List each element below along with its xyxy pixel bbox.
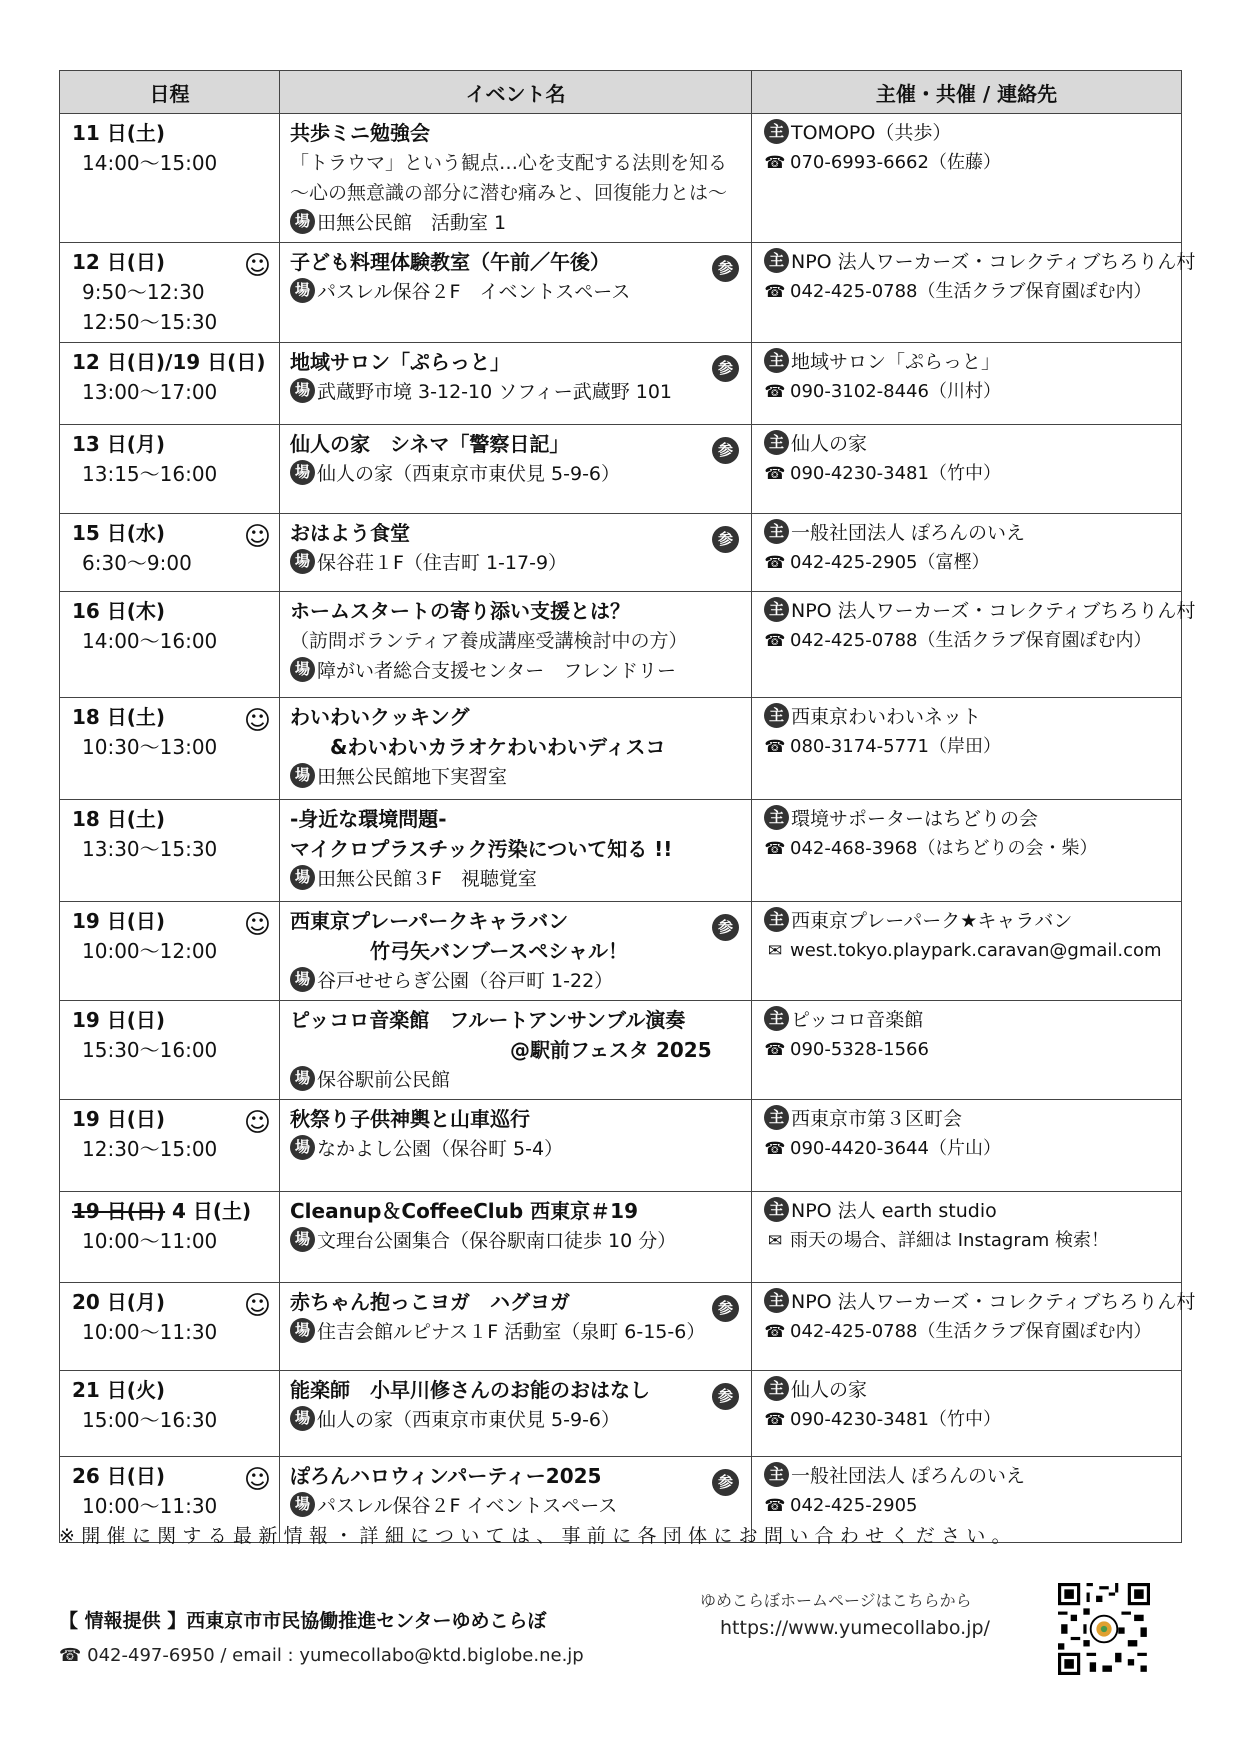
event-date bbox=[72, 804, 271, 834]
host-badge-icon: 主 bbox=[764, 519, 789, 544]
host-badge-icon: 主 bbox=[764, 119, 789, 144]
event-date bbox=[72, 347, 271, 377]
host-name: NPO 法人ワーカーズ・コレクティブちろりん村 bbox=[791, 600, 1196, 622]
event-title: @駅前フェスタ 2025 bbox=[290, 1038, 712, 1062]
event-title: わいわいクッキング bbox=[290, 705, 470, 729]
host-name: 一般社団法人 ぽろんのいえ bbox=[791, 1465, 1026, 1487]
event-title: 仙人の家 シネマ「警察日記」 bbox=[290, 432, 570, 456]
contact-text: 090-4420-3644（片山） bbox=[790, 1138, 1001, 1159]
event-venue bbox=[290, 966, 745, 996]
smiley-icon: ☺ bbox=[243, 1108, 271, 1138]
venue-badge-icon: 場 bbox=[290, 209, 315, 234]
host-badge-icon: 主 bbox=[764, 805, 789, 830]
event-venue bbox=[290, 277, 745, 307]
event-title: &わいわいカラオケわいわいディスコ bbox=[290, 735, 666, 759]
venue-text: 文理台公園集合（保谷駅南口徒歩 10 分） bbox=[317, 1230, 677, 1252]
schedule-cell bbox=[60, 114, 280, 243]
venue-text: 谷戸せせらぎ公園（谷戸町 1-22） bbox=[317, 970, 614, 992]
smiley-icon: ☺ bbox=[243, 1291, 271, 1321]
event-time: 6:30～9:00 bbox=[82, 551, 192, 575]
venue-badge-icon: 場 bbox=[290, 1406, 315, 1431]
venue-badge-icon: 場 bbox=[290, 1492, 315, 1517]
event-date bbox=[72, 247, 271, 281]
host-name: 仙人の家 bbox=[791, 433, 868, 455]
event-time: 10:00～11:30 bbox=[82, 1320, 218, 1344]
venue-text: 保谷荘１F（住吉町 1-17-9） bbox=[317, 552, 568, 574]
venue-text: パスレル保谷２F イベントスペース bbox=[317, 281, 631, 303]
event-cell bbox=[280, 698, 752, 800]
contact-text: 090-4230-3481（竹中） bbox=[790, 1409, 1001, 1430]
participate-badge-icon: 参 bbox=[712, 1469, 739, 1496]
event-time: 14:00～16:00 bbox=[82, 629, 218, 653]
homepage-label: ゆめこらぼホームページはこちらから bbox=[700, 1591, 972, 1610]
host-contact-cell bbox=[752, 114, 1182, 243]
host-contact[interactable] bbox=[764, 936, 1173, 966]
phone-icon: ☎ bbox=[764, 282, 786, 302]
event-time: 10:00～12:00 bbox=[82, 939, 218, 963]
contact-text: 042-425-2905 bbox=[790, 1495, 918, 1516]
table-row bbox=[60, 425, 1182, 514]
host-badge-icon: 主 bbox=[764, 597, 789, 622]
table-row bbox=[60, 1001, 1182, 1100]
host-name: 一般社団法人 ぽろんのいえ bbox=[791, 522, 1026, 544]
table-row bbox=[60, 1100, 1182, 1192]
venue-badge-icon: 場 bbox=[290, 1318, 315, 1343]
event-cell bbox=[280, 902, 752, 1001]
contact-text: 080-3174-5771（岸田） bbox=[790, 736, 1001, 757]
host-contact-cell bbox=[752, 698, 1182, 800]
venue-text: 田無公民館地下実習室 bbox=[317, 766, 508, 788]
contact-text: west.tokyo.playpark.caravan@gmail.com bbox=[790, 940, 1162, 961]
phone-icon: ☎ bbox=[764, 1322, 786, 1342]
event-title: 赤ちゃん抱っこヨガ ハグヨガ bbox=[290, 1290, 570, 1314]
event-time: 15:30～16:00 bbox=[82, 1038, 218, 1062]
schedule-cell bbox=[60, 1192, 280, 1283]
host-contact bbox=[764, 732, 1173, 762]
participate-badge-icon: 参 bbox=[712, 1383, 739, 1410]
venue-badge-icon: 場 bbox=[290, 460, 315, 485]
phone-icon: ☎ bbox=[764, 1496, 786, 1516]
event-time: 10:00～11:30 bbox=[82, 1494, 218, 1518]
host-organization bbox=[764, 702, 1173, 732]
event-date-text: 12 日(日) bbox=[72, 250, 166, 274]
schedule-cell bbox=[60, 800, 280, 902]
contact-text: 042-425-2905（富樫） bbox=[790, 552, 990, 573]
event-time: 14:00～15:00 bbox=[82, 151, 218, 175]
host-badge-icon: 主 bbox=[764, 248, 789, 273]
event-venue bbox=[290, 459, 745, 489]
host-contact-cell bbox=[752, 514, 1182, 592]
event-date bbox=[72, 906, 271, 940]
event-venue bbox=[290, 208, 745, 238]
schedule-cell bbox=[60, 514, 280, 592]
header-host-contact: 主催・共催 / 連絡先 bbox=[752, 71, 1182, 114]
event-description: ～心の無意識の部分に潜む痛みと、回復能力とは～ bbox=[290, 182, 728, 204]
event-title: 子ども料理体験教室（午前／午後） bbox=[290, 250, 610, 274]
host-organization bbox=[764, 1461, 1173, 1491]
smiley-icon: ☺ bbox=[243, 522, 271, 552]
host-contact[interactable] bbox=[764, 1226, 1173, 1256]
event-time: 15:00～16:30 bbox=[82, 1408, 218, 1432]
event-title: 地域サロン「ぷらっと」 bbox=[290, 350, 510, 374]
contact-text: 042-425-0788（生活クラブ保育園ぽむ内） bbox=[790, 281, 1152, 302]
schedule-cell bbox=[60, 343, 280, 425]
contact-text: 090-5328-1566 bbox=[790, 1039, 929, 1060]
phone-icon: ☎ bbox=[764, 1139, 786, 1159]
event-date bbox=[72, 1461, 271, 1495]
table-row bbox=[60, 902, 1182, 1001]
schedule-cell bbox=[60, 243, 280, 343]
event-cell bbox=[280, 592, 752, 698]
event-cell bbox=[280, 343, 752, 425]
header-event-name: イベント名 bbox=[280, 71, 752, 114]
table-row bbox=[60, 1283, 1182, 1371]
cancelled-date: 19 日(日) bbox=[72, 1199, 166, 1223]
host-organization bbox=[764, 118, 1173, 148]
event-time: 13:30～15:30 bbox=[82, 837, 218, 861]
venue-text: 保谷駅前公民館 bbox=[317, 1069, 451, 1091]
participate-badge-icon: 参 bbox=[712, 526, 739, 553]
event-time: 12:30～15:00 bbox=[82, 1137, 218, 1161]
event-venue bbox=[290, 548, 745, 578]
host-organization bbox=[764, 518, 1173, 548]
host-badge-icon: 主 bbox=[764, 348, 789, 373]
venue-badge-icon: 場 bbox=[290, 549, 315, 574]
host-name: NPO 法人ワーカーズ・コレクティブちろりん村 bbox=[791, 251, 1196, 273]
host-badge-icon: 主 bbox=[764, 1462, 789, 1487]
host-contact bbox=[764, 1134, 1173, 1164]
schedule-cell bbox=[60, 1283, 280, 1371]
event-date bbox=[72, 1104, 271, 1138]
event-venue bbox=[290, 1491, 745, 1521]
host-contact-cell bbox=[752, 343, 1182, 425]
event-date-text: 11 日(土) bbox=[72, 121, 166, 145]
schedule-cell bbox=[60, 1371, 280, 1457]
host-name: 西東京市第３区町会 bbox=[791, 1108, 963, 1130]
host-contact bbox=[764, 1491, 1173, 1521]
host-contact bbox=[764, 459, 1173, 489]
event-title: Cleanup＆CoffeeClub 西東京＃19 bbox=[290, 1199, 639, 1223]
host-contact bbox=[764, 377, 1173, 407]
event-cell bbox=[280, 243, 752, 343]
host-name: TOMOPO（共歩） bbox=[791, 122, 952, 144]
provider-contact-text: 042-497-6950 / email : yumecollabo@ktd.biglobe.ne.jp bbox=[87, 1645, 584, 1666]
event-venue bbox=[290, 377, 745, 407]
host-organization bbox=[764, 429, 1173, 459]
event-date bbox=[72, 1287, 271, 1321]
table-row bbox=[60, 514, 1182, 592]
event-date bbox=[72, 518, 271, 552]
event-title: 秋祭り子供神輿と山車巡行 bbox=[290, 1107, 530, 1131]
host-contact-cell bbox=[752, 1371, 1182, 1457]
host-name: NPO 法人 earth studio bbox=[791, 1200, 997, 1222]
host-contact bbox=[764, 1405, 1173, 1435]
phone-icon: ☎ bbox=[764, 464, 786, 484]
event-date-text: 26 日(日) bbox=[72, 1464, 166, 1488]
phone-icon: ☎ bbox=[764, 553, 786, 573]
host-badge-icon: 主 bbox=[764, 430, 789, 455]
host-name: 仙人の家 bbox=[791, 1379, 868, 1401]
host-organization bbox=[764, 1005, 1173, 1035]
table-row bbox=[60, 800, 1182, 902]
phone-icon: ☎ bbox=[764, 631, 786, 651]
host-badge-icon: 主 bbox=[764, 1197, 789, 1222]
venue-badge-icon: 場 bbox=[290, 657, 315, 682]
event-title: マイクロプラスチック汚染について知る !! bbox=[290, 837, 673, 861]
host-badge-icon: 主 bbox=[764, 907, 789, 932]
host-name: ピッコロ音楽館 bbox=[791, 1009, 924, 1031]
event-title: ホームスタートの寄り添い支援とは？ bbox=[290, 599, 630, 623]
participate-badge-icon: 参 bbox=[712, 914, 739, 941]
event-cell bbox=[280, 800, 752, 902]
venue-text: なかよし公園（保谷町 5-4） bbox=[317, 1138, 564, 1160]
event-cell bbox=[280, 114, 752, 243]
host-name: 西東京プレーパーク★キャラバン bbox=[791, 910, 1073, 932]
event-venue bbox=[290, 656, 745, 686]
event-cell bbox=[280, 425, 752, 514]
event-venue bbox=[290, 1226, 745, 1256]
host-name: 環境サポーターはちどりの会 bbox=[791, 808, 1039, 830]
host-organization bbox=[764, 1287, 1196, 1317]
smiley-icon: ☺ bbox=[243, 1465, 271, 1495]
phone-icon: ☎ bbox=[764, 737, 786, 757]
event-venue bbox=[290, 762, 745, 792]
schedule-cell bbox=[60, 1100, 280, 1192]
event-description: （訪問ボランティア養成講座受講検討中の方） bbox=[290, 630, 688, 652]
event-time: 10:00～11:00 bbox=[82, 1229, 218, 1253]
venue-badge-icon: 場 bbox=[290, 763, 315, 788]
host-contact bbox=[764, 626, 1173, 656]
host-badge-icon: 主 bbox=[764, 1376, 789, 1401]
table-row bbox=[60, 1192, 1182, 1283]
event-time: 13:00～17:00 bbox=[82, 380, 218, 404]
table-row bbox=[60, 114, 1182, 243]
event-date-text: 20 日(月) bbox=[72, 1290, 166, 1314]
table-row bbox=[60, 243, 1182, 343]
host-badge-icon: 主 bbox=[764, 1105, 789, 1130]
host-contact bbox=[764, 1035, 1173, 1065]
event-title: -身近な環境問題- bbox=[290, 807, 447, 831]
phone-icon: ☎ bbox=[764, 153, 786, 173]
participate-badge-icon: 参 bbox=[712, 1295, 739, 1322]
event-venue bbox=[290, 1405, 745, 1435]
host-organization bbox=[764, 347, 1173, 377]
event-date bbox=[72, 702, 271, 736]
host-contact-cell bbox=[752, 243, 1196, 343]
venue-badge-icon: 場 bbox=[290, 378, 315, 403]
venue-badge-icon: 場 bbox=[290, 278, 315, 303]
host-badge-icon: 主 bbox=[764, 1288, 789, 1313]
events-table bbox=[59, 70, 1196, 1543]
event-time: 9:50～12:30 bbox=[82, 280, 205, 304]
contact-text: 雨天の場合、詳細は Instagram 検索！ bbox=[790, 1230, 1110, 1251]
host-badge-icon: 主 bbox=[764, 1006, 789, 1031]
venue-text: 田無公民館３F 視聴覚室 bbox=[317, 868, 537, 890]
host-contact bbox=[764, 1317, 1173, 1347]
event-date bbox=[72, 1005, 271, 1035]
event-cell bbox=[280, 1283, 752, 1371]
host-contact-cell bbox=[752, 902, 1182, 1001]
venue-badge-icon: 場 bbox=[290, 1066, 315, 1091]
event-cell bbox=[280, 1100, 752, 1192]
host-contact-cell bbox=[752, 1283, 1196, 1371]
event-date bbox=[72, 596, 271, 626]
event-date-text: 12 日(日)/19 日(日) bbox=[72, 350, 266, 374]
homepage-link[interactable]: https://www.yumecollabo.jp/ bbox=[720, 1617, 990, 1639]
schedule-cell bbox=[60, 698, 280, 800]
event-venue bbox=[290, 1134, 745, 1164]
phone-icon: ☎ bbox=[764, 1410, 786, 1430]
host-name: 西東京わいわいネット bbox=[791, 706, 982, 728]
schedule-cell bbox=[60, 425, 280, 514]
phone-icon: ☎ bbox=[764, 382, 786, 402]
event-title: 能楽師 小早川修さんのお能のおはなし bbox=[290, 1378, 650, 1402]
event-date bbox=[72, 1375, 271, 1405]
smiley-icon: ☺ bbox=[243, 251, 271, 281]
host-contact bbox=[764, 834, 1173, 864]
info-provider: 【 情報提供 】西東京市市民協働推進センターゆめこらぼ bbox=[59, 1610, 547, 1632]
host-badge-icon: 主 bbox=[764, 703, 789, 728]
event-title: 共歩ミニ勉強会 bbox=[290, 121, 430, 145]
host-name: 地域サロン「ぷらっと」 bbox=[791, 351, 1001, 373]
event-title: 竹弓矢バンブースペシャル！ bbox=[290, 939, 628, 963]
venue-text: 障がい者総合支援センター フレンドリー bbox=[317, 660, 677, 682]
host-contact-cell bbox=[752, 425, 1182, 514]
contact-text: 090-3102-8446（川村） bbox=[790, 381, 1001, 402]
smiley-icon: ☺ bbox=[243, 910, 271, 940]
host-organization bbox=[764, 1196, 1173, 1226]
mail-icon: ✉ bbox=[767, 1231, 783, 1251]
event-time: 10:30～13:00 bbox=[82, 735, 218, 759]
host-organization bbox=[764, 906, 1173, 936]
event-date bbox=[72, 1196, 271, 1226]
event-venue bbox=[290, 1317, 745, 1347]
provider-contact bbox=[59, 1645, 584, 1666]
event-date-text: 19 日(日) bbox=[72, 1008, 166, 1032]
venue-text: 仙人の家（西東京市東伏見 5-9-6） bbox=[317, 1409, 621, 1431]
event-description: 「トラウマ」という観点…心を支配する法則を知る bbox=[290, 152, 728, 174]
host-organization bbox=[764, 804, 1173, 834]
event-title: ぽろんハロウィンパーティー2025 bbox=[290, 1464, 602, 1488]
event-date bbox=[72, 118, 271, 148]
participate-badge-icon: 参 bbox=[712, 355, 739, 382]
notice-text: ※開催に関する最新情報・詳細については、事前に各団体にお問い合わせください。 bbox=[59, 1525, 1017, 1547]
event-time: 12:50～15:30 bbox=[82, 310, 218, 334]
schedule-cell bbox=[60, 592, 280, 698]
contact-text: 042-468-3968（はちどりの会・柴） bbox=[790, 838, 1098, 859]
event-date-text: 15 日(水) bbox=[72, 521, 166, 545]
table-header-row bbox=[60, 71, 1182, 114]
venue-text: 武蔵野市境 3-12-10 ソフィー武蔵野 101 bbox=[317, 381, 673, 403]
host-organization bbox=[764, 596, 1196, 626]
host-contact-cell bbox=[752, 1192, 1182, 1283]
venue-text: 田無公民館 活動室 1 bbox=[317, 212, 507, 234]
mail-icon: ✉ bbox=[767, 941, 783, 961]
event-date-text: 19 日(日) bbox=[72, 909, 166, 933]
contact-text: 042-425-0788（生活クラブ保育園ぽむ内） bbox=[790, 1321, 1152, 1342]
venue-badge-icon: 場 bbox=[290, 1135, 315, 1160]
phone-icon: ☎ bbox=[764, 1040, 786, 1060]
event-title: 西東京プレーパークキャラバン bbox=[290, 909, 569, 933]
event-venue bbox=[290, 864, 745, 894]
host-organization bbox=[764, 247, 1196, 277]
event-date-text: 19 日(日) bbox=[72, 1107, 166, 1131]
phone-icon: ☎ bbox=[764, 839, 786, 859]
event-cell bbox=[280, 1001, 752, 1100]
host-contact bbox=[764, 548, 1173, 578]
venue-badge-icon: 場 bbox=[290, 865, 315, 890]
participate-badge-icon: 参 bbox=[712, 255, 739, 282]
event-date-text: 21 日(火) bbox=[72, 1378, 166, 1402]
smiley-icon: ☺ bbox=[243, 706, 271, 736]
host-contact-cell bbox=[752, 592, 1196, 698]
host-organization bbox=[764, 1104, 1173, 1134]
participate-badge-icon: 参 bbox=[712, 437, 739, 464]
host-contact-cell bbox=[752, 800, 1182, 902]
event-date-text: 13 日(月) bbox=[72, 432, 166, 456]
host-contact-cell bbox=[752, 1001, 1182, 1100]
event-cell bbox=[280, 1371, 752, 1457]
table-row bbox=[60, 1371, 1182, 1457]
host-name: NPO 法人ワーカーズ・コレクティブちろりん村 bbox=[791, 1291, 1196, 1313]
event-date-text: 4 日(土) bbox=[165, 1199, 252, 1223]
schedule-cell bbox=[60, 1001, 280, 1100]
venue-badge-icon: 場 bbox=[290, 1227, 315, 1252]
venue-text: パスレル保谷２F イベントスペース bbox=[317, 1495, 618, 1517]
schedule-cell bbox=[60, 902, 280, 1001]
event-time: 13:15～16:00 bbox=[82, 462, 218, 486]
host-organization bbox=[764, 1375, 1173, 1405]
event-date-text: 18 日(土) bbox=[72, 807, 166, 831]
event-date-text: 18 日(土) bbox=[72, 705, 166, 729]
contact-text: 090-4230-3481（竹中） bbox=[790, 463, 1001, 484]
venue-badge-icon: 場 bbox=[290, 967, 315, 992]
event-venue bbox=[290, 1065, 745, 1095]
qr-code-icon[interactable] bbox=[1058, 1583, 1150, 1675]
host-contact-cell bbox=[752, 1100, 1182, 1192]
event-date bbox=[72, 429, 271, 459]
event-date-text: 16 日(木) bbox=[72, 599, 166, 623]
event-cell bbox=[280, 1192, 752, 1283]
host-contact bbox=[764, 148, 1173, 178]
venue-text: 住吉会館ルピナス１F 活動室（泉町 6-15-6） bbox=[317, 1321, 706, 1343]
contact-text: 070-6993-6662（佐藤） bbox=[790, 152, 1001, 173]
table-row bbox=[60, 592, 1182, 698]
table-row bbox=[60, 698, 1182, 800]
phone-icon: ☎ bbox=[59, 1645, 82, 1666]
event-cell bbox=[280, 514, 752, 592]
event-title: おはよう食堂 bbox=[290, 521, 410, 545]
venue-text: 仙人の家（西東京市東伏見 5-9-6） bbox=[317, 463, 621, 485]
header-schedule: 日程 bbox=[60, 71, 280, 114]
host-contact bbox=[764, 277, 1173, 307]
contact-text: 042-425-0788（生活クラブ保育園ぽむ内） bbox=[790, 630, 1152, 651]
event-title: ピッコロ音楽館 フルートアンサンブル演奏 bbox=[290, 1008, 686, 1032]
table-row bbox=[60, 343, 1182, 425]
